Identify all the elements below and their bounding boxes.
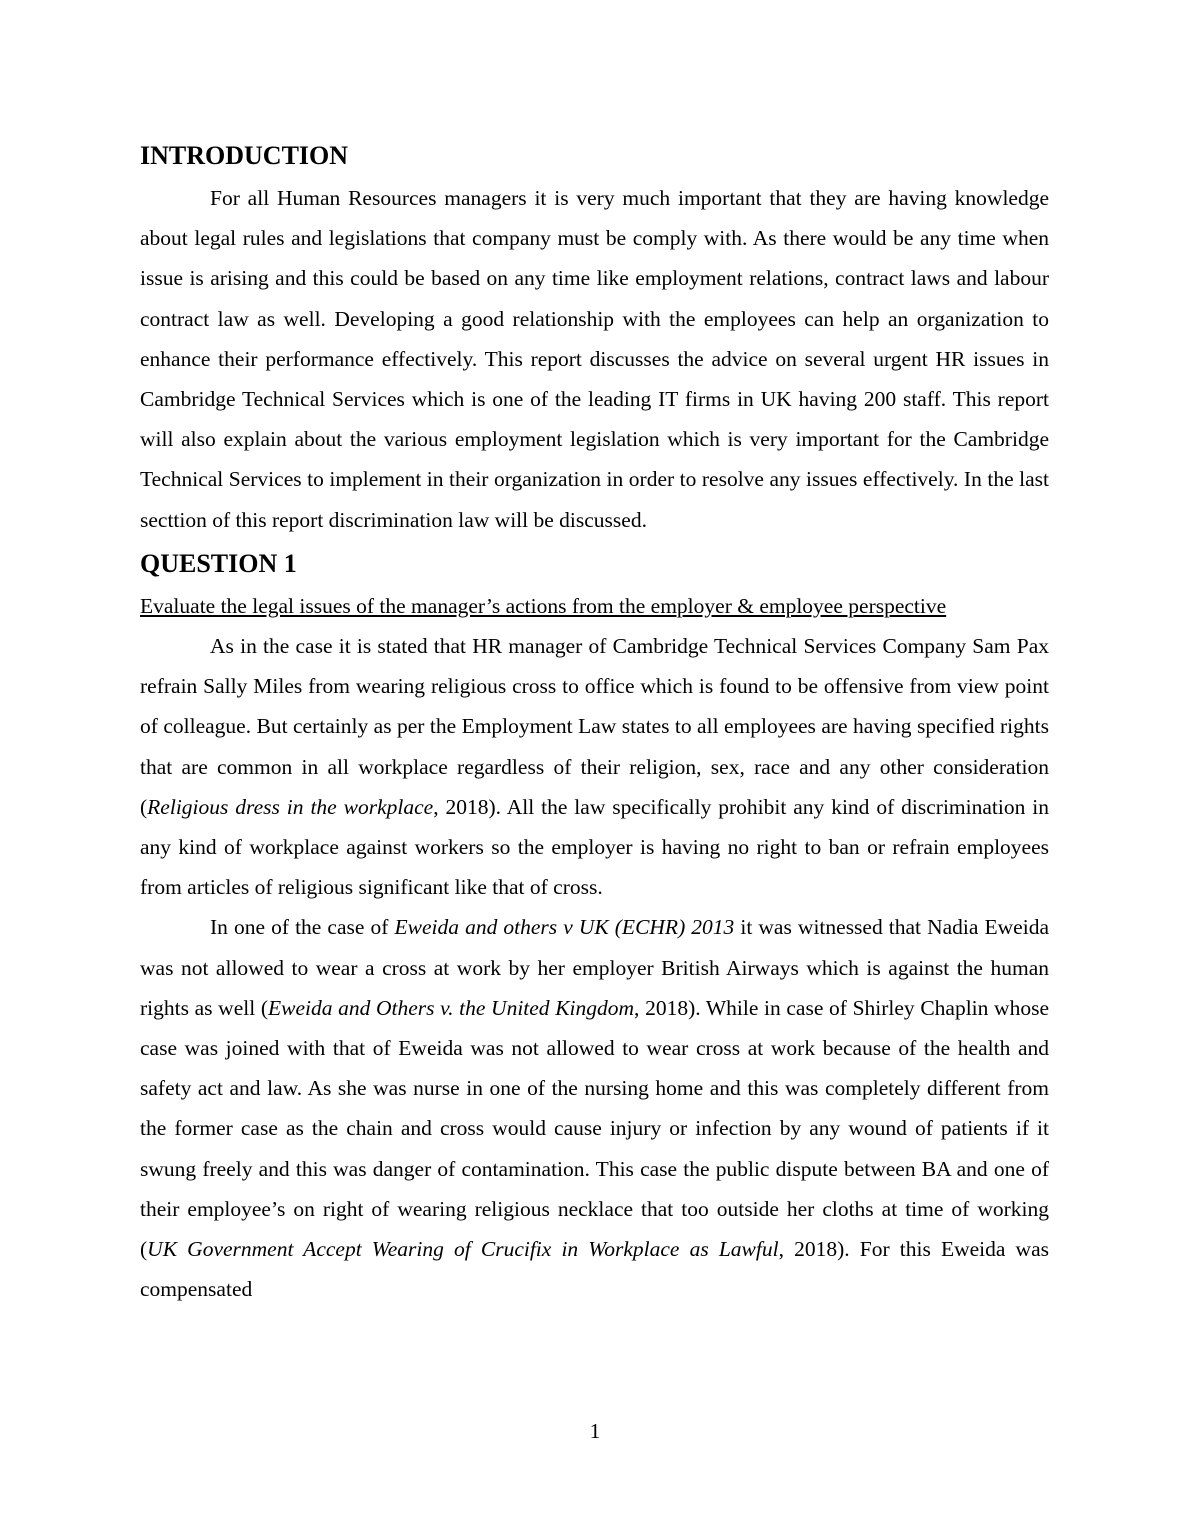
text-run: , 2018). For this Eweida was compensated (140, 1237, 1049, 1302)
introduction-heading: INTRODUCTION (140, 141, 349, 170)
question-1-heading: QUESTION 1 (140, 548, 297, 578)
citation: Eweida and Others v. the United Kingdom (267, 995, 635, 1020)
citation: UK Government Accept Wearing of Crucifix in Workplace as Lawful (147, 1237, 779, 1262)
page-number: 1 (589, 1419, 601, 1443)
text-run: it was witnessed that Nadia Eweida was not allowed to wear a cross at work by her employer British Airways which is against the human rights as well ( (140, 915, 1049, 1020)
text-run: As in the case it is stated that HR manager of Cambridge Technical Services Company Sam Pax refrain Sally Miles from wearing religious cross to office which is found to be offensive from view point of colleague. But certainly as per the Employment Law states to all employees are having specified rights that are common in all workplace regardless of their religion, sex, race and any other consideration ( (140, 634, 1049, 819)
citation: Religious dress in the workplace (147, 794, 434, 819)
question-1-subheading: Evaluate the legal issues of the manager’s actions from the employer & employee perspective (140, 593, 947, 618)
introduction-paragraph: For all Human Resources managers it is very much important that they are having knowledge about legal rules and legislations that company must be comply with. As there would be any time when issue is arising and this could be based on any time like employment relations, contract laws and labour contract law as well. Developing a good relationship with the employees can help an organization to enhance their performance effectively. This report discusses the advice on several urgent HR issues in Cambridge Technical Services which is one of the leading IT firms in UK having 200 staff. This report will also explain about the various employment legislation which is very important for the Cambridge Technical Services to implement in their organization in order to resolve any issues effectively. In the last secttion of this report discrimination law will be discussed. (140, 186, 1049, 532)
text-run: , 2018). While in case of Shirley Chaplin whose case was joined with that of Eweida was not allowed to wear cross at work because of the health and safety act and law. As she was nurse in one of the nursing home and this was completely different from the former case as the chain and cross would cause injury or infection by any wound of patients if it swung freely and this was danger of contamination. This case the public dispute between BA and one of their employee’s on right of wearing religious necklace that too outside her cloths at time of working ( (140, 995, 1049, 1262)
text-run: In one of the case of (210, 915, 395, 940)
question-1-paragraph-2 (140, 907, 1049, 1309)
text-run: , 2018). All the law specifically prohibit any kind of discrimination in any kind of workplace against workers so the employer is having no right to ban or refrain employees from articles of religious significant like that of cross. (140, 794, 1050, 900)
document-body (140, 138, 1049, 1309)
question-1-paragraph-1 (140, 626, 1049, 907)
case-name: Eweida and others v UK (ECHR) 2013 (394, 915, 735, 940)
